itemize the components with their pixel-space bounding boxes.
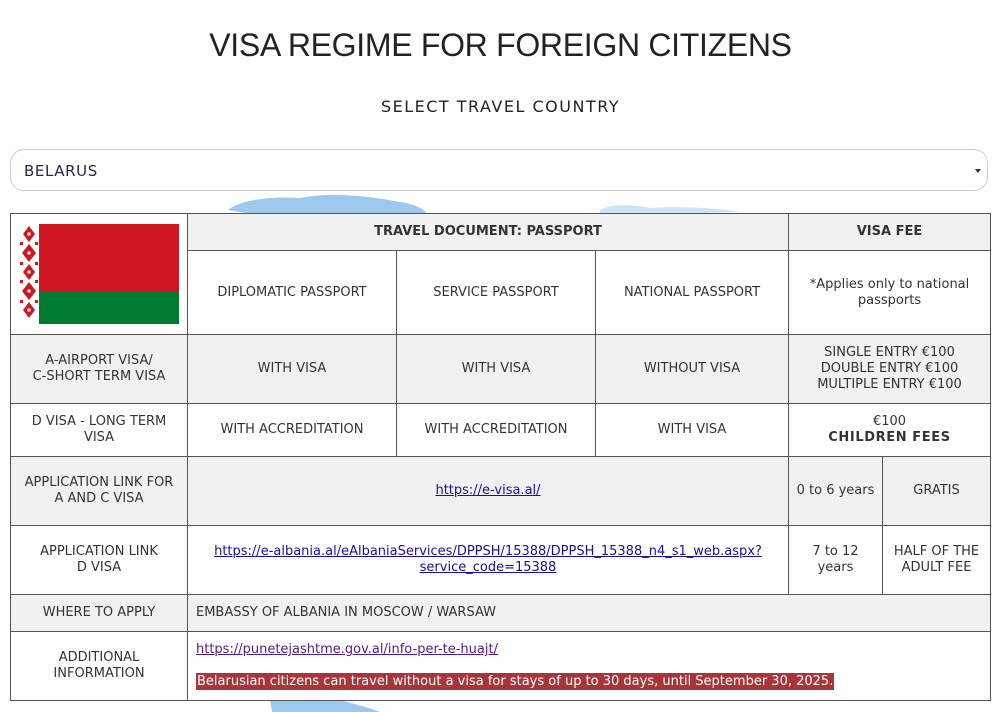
e-albania-link-line2: service_code=15388 bbox=[419, 560, 557, 575]
passport-type-national: NATIONAL PASSPORT bbox=[596, 251, 789, 335]
ac-visa-fee bbox=[789, 335, 991, 404]
row-label-ac-line2: C-SHORT TERM VISA bbox=[32, 369, 166, 384]
additional-info-cell bbox=[188, 632, 991, 701]
d-visa-fee-amount: €100 bbox=[872, 414, 907, 429]
e-visa-link[interactable]: https://e-visa.al/ bbox=[435, 483, 541, 498]
d-visa-diplomatic: WITH ACCREDITATION bbox=[188, 404, 397, 457]
country-select[interactable] bbox=[10, 149, 988, 191]
select-country-heading: SELECT TRAVEL COUNTRY bbox=[380, 97, 621, 116]
row-label-d-visa: D VISA - LONG TERM VISA bbox=[11, 404, 188, 457]
visa-free-notice: Belarusian citizens can travel without a visa for stays of up to 30 days, until September 30, 2025. bbox=[197, 674, 834, 689]
app-link-d-line2: D VISA bbox=[76, 560, 122, 575]
child-fee-half bbox=[883, 526, 991, 595]
e-albania-link[interactable] bbox=[214, 544, 762, 575]
travel-document-header: TRAVEL DOCUMENT: PASSPORT bbox=[188, 214, 789, 251]
row-label-additional-info bbox=[11, 632, 188, 701]
passport-type-service: SERVICE PASSPORT bbox=[397, 251, 596, 335]
flag-cell bbox=[11, 214, 188, 335]
fee-double-entry: DOUBLE ENTRY €100 bbox=[820, 361, 959, 376]
passport-type-diplomatic: DIPLOMATIC PASSPORT bbox=[188, 251, 397, 335]
where-to-apply-value: EMBASSY OF ALBANIA IN MOSCOW / WARSAW bbox=[188, 595, 991, 632]
additional-info-line2: INFORMATION bbox=[53, 666, 145, 681]
child-age-7-12: 7 to 12 years bbox=[789, 526, 883, 595]
app-link-ac-line1: APPLICATION LINK FOR bbox=[24, 475, 174, 490]
chevron-down-icon[interactable] bbox=[975, 169, 981, 173]
app-link-d-line1: APPLICATION LINK bbox=[40, 544, 158, 559]
foreigners-info-link[interactable]: https://punetejashtme.gov.al/info-per-te-huajt/ bbox=[196, 642, 498, 657]
app-link-ac-line2: A AND C VISA bbox=[54, 491, 144, 506]
visa-regime-table bbox=[10, 213, 991, 701]
ac-visa-service: WITH VISA bbox=[397, 335, 596, 404]
child-fee-half-line2: ADULT FEE bbox=[901, 560, 972, 575]
app-link-d-cell bbox=[188, 526, 789, 595]
row-label-ac-line1: A-AIRPORT VISA/ bbox=[45, 353, 153, 368]
children-fees-heading: CHILDREN FEES bbox=[828, 430, 951, 445]
row-label-app-link-ac bbox=[11, 457, 188, 526]
d-visa-fee bbox=[789, 404, 991, 457]
belarus-flag-icon bbox=[19, 224, 179, 324]
child-age-0-6: 0 to 6 years bbox=[789, 457, 883, 526]
fee-multiple-entry: MULTIPLE ENTRY €100 bbox=[817, 377, 962, 392]
app-link-ac-cell bbox=[188, 457, 789, 526]
child-fee-half-line1: HALF OF THE bbox=[893, 544, 980, 559]
child-fee-gratis: GRATIS bbox=[883, 457, 991, 526]
visa-fee-header: VISA FEE bbox=[789, 214, 991, 251]
ac-visa-diplomatic: WITH VISA bbox=[188, 335, 397, 404]
fee-single-entry: SINGLE ENTRY €100 bbox=[824, 345, 955, 360]
e-albania-link-line1: https://e-albania.al/eAlbaniaServices/DPPSH/15388/DPPSH_15388_n4_s1_web.aspx? bbox=[214, 544, 762, 559]
d-visa-national: WITH VISA bbox=[596, 404, 789, 457]
page-title: VISA REGIME FOR FOREIGN CITIZENS bbox=[209, 27, 792, 63]
country-select-value: BELARUS bbox=[24, 162, 98, 180]
ac-visa-national: WITHOUT VISA bbox=[596, 335, 789, 404]
additional-info-line1: ADDITIONAL bbox=[58, 650, 140, 665]
fee-note: *Applies only to national passports bbox=[789, 251, 991, 335]
row-label-where-to-apply: WHERE TO APPLY bbox=[11, 595, 188, 632]
d-visa-service: WITH ACCREDITATION bbox=[397, 404, 596, 457]
row-label-ac-visa bbox=[11, 335, 188, 404]
row-label-app-link-d bbox=[11, 526, 188, 595]
